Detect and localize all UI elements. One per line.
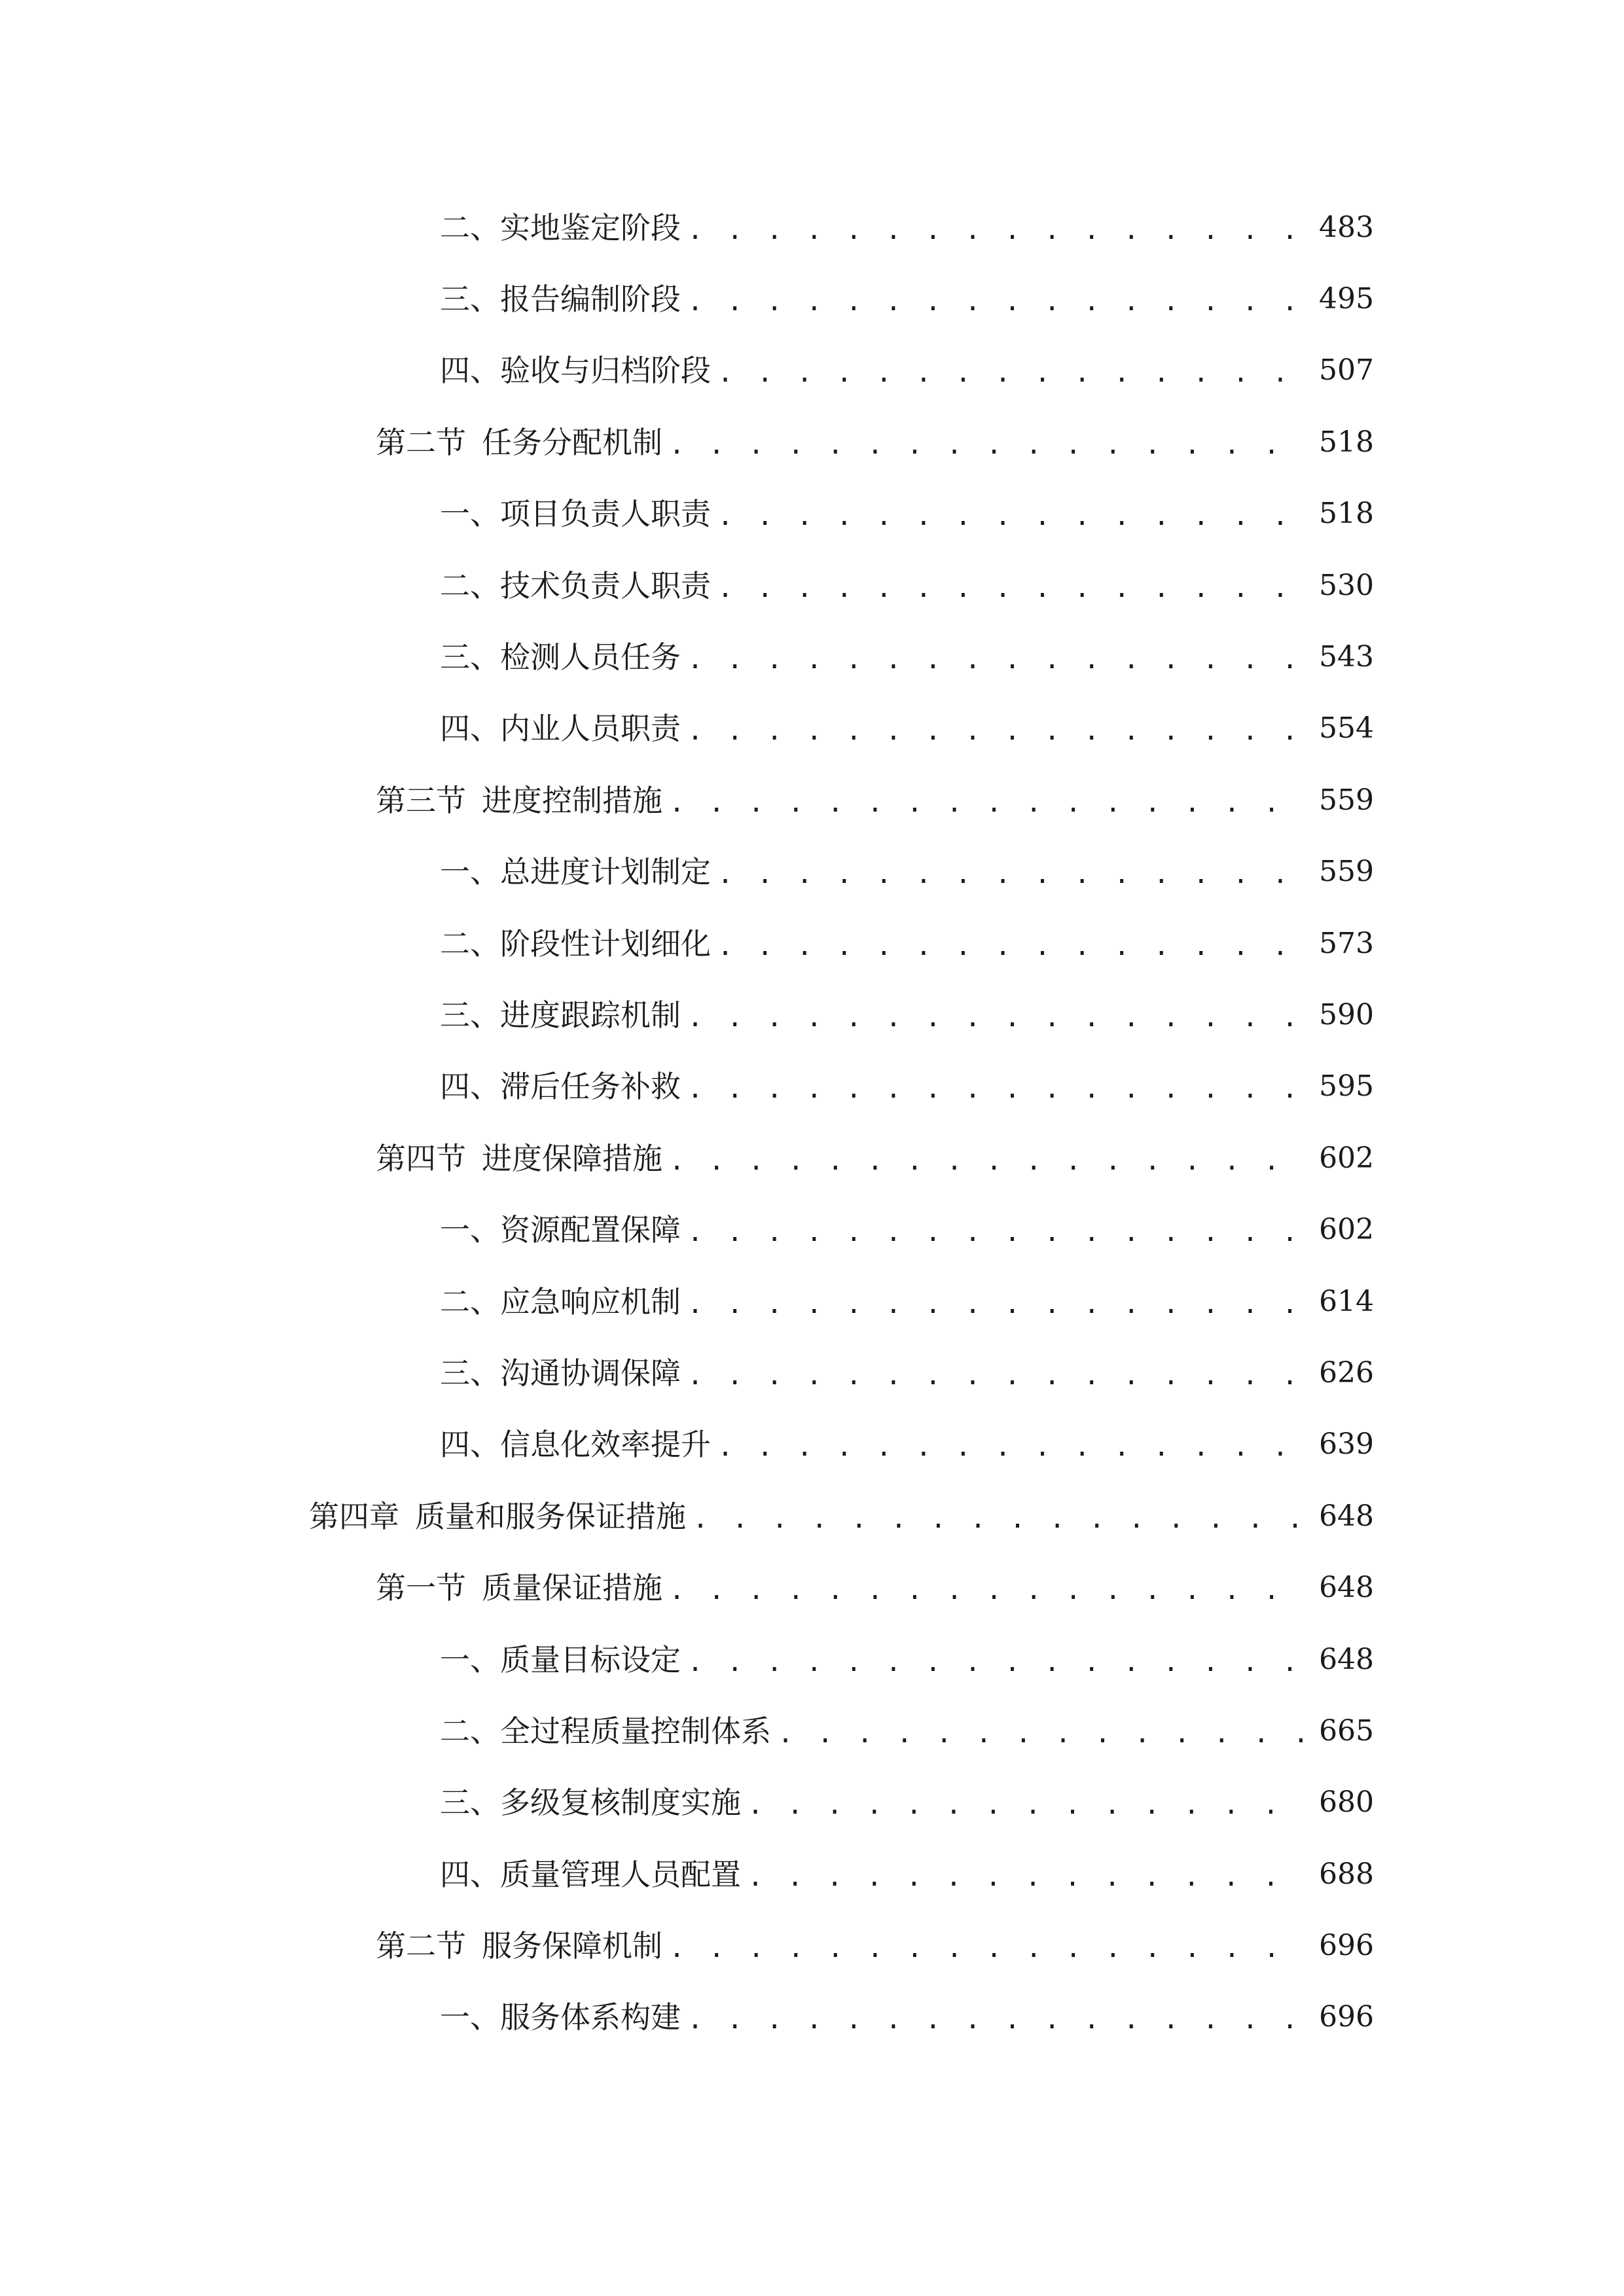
toc-entry[interactable]	[0, 1194, 1624, 1265]
toc-entry-page-number: 696	[1319, 2000, 1374, 2034]
toc-dot-leader	[687, 1291, 1308, 1318]
toc-dot-leader	[669, 1935, 1308, 1962]
toc-entry-title: 进度保障措施	[482, 1140, 662, 1176]
toc-entry[interactable]	[0, 1337, 1624, 1408]
toc-entry-title: 检测人员任务	[500, 639, 681, 675]
toc-entry[interactable]	[0, 1910, 1624, 1981]
toc-entry-number: 四、	[440, 1856, 500, 1892]
toc-dot-leader	[717, 503, 1308, 529]
toc-entry-number: 一、	[440, 496, 500, 532]
toc-entry-page-number: 595	[1319, 1069, 1374, 1103]
toc-entry[interactable]	[0, 1552, 1624, 1623]
toc-dot-leader	[687, 718, 1308, 744]
toc-dot-leader	[717, 933, 1308, 960]
toc-dot-leader	[748, 1792, 1308, 1818]
toc-entry-page-number: 495	[1319, 282, 1374, 316]
toc-entry-page-number: 483	[1319, 210, 1374, 244]
toc-entry-number: 第四节	[376, 1140, 466, 1176]
table-of-contents	[0, 192, 1624, 2053]
toc-entry[interactable]	[0, 1409, 1624, 1480]
toc-entry-page-number: 530	[1319, 568, 1374, 602]
toc-dot-leader	[687, 1076, 1308, 1102]
toc-entry-page-number: 590	[1319, 997, 1374, 1031]
toc-dot-leader	[717, 360, 1308, 386]
toc-dot-leader	[687, 1649, 1308, 1676]
toc-entry-number: 四、	[440, 1069, 500, 1105]
toc-entry-page-number: 680	[1319, 1785, 1374, 1820]
toc-entry[interactable]	[0, 406, 1624, 478]
toc-entry-title: 全过程质量控制体系	[500, 1713, 771, 1749]
toc-entry-page-number: 518	[1319, 497, 1374, 531]
toc-entry[interactable]	[0, 1695, 1624, 1767]
toc-dot-leader	[687, 2007, 1308, 2033]
toc-entry-title: 沟通协调保障	[500, 1355, 681, 1391]
toc-entry-page-number: 559	[1319, 783, 1374, 817]
toc-entry[interactable]	[0, 478, 1624, 550]
toc-entry-title: 多级复核制度实施	[500, 1785, 741, 1821]
toc-entry[interactable]	[0, 836, 1624, 908]
toc-entry-page-number: 543	[1319, 640, 1374, 674]
toc-entry-title: 阶段性计划细化	[500, 925, 711, 961]
toc-entry-title: 服务体系构建	[500, 2000, 681, 2036]
toc-entry[interactable]	[0, 1480, 1624, 1552]
toc-entry[interactable]	[0, 192, 1624, 263]
toc-entry-number: 三、	[440, 997, 500, 1033]
toc-entry[interactable]	[0, 1624, 1624, 1695]
toc-dot-leader	[778, 1721, 1308, 1747]
toc-entry-number: 第二节	[376, 1928, 466, 1964]
toc-entry[interactable]	[0, 764, 1624, 836]
toc-entry-number: 四、	[440, 1427, 500, 1463]
toc-entry-number: 四、	[440, 711, 500, 747]
toc-entry-page-number: 554	[1319, 711, 1374, 745]
toc-entry-page-number: 648	[1319, 1571, 1374, 1605]
toc-dot-leader	[669, 1577, 1308, 1604]
toc-entry-number: 三、	[440, 1785, 500, 1821]
toc-entry[interactable]	[0, 1051, 1624, 1122]
toc-dot-leader	[717, 1434, 1308, 1460]
toc-dot-leader	[693, 1506, 1308, 1532]
toc-entry-page-number: 602	[1319, 1213, 1374, 1247]
toc-entry-page-number: 665	[1319, 1713, 1374, 1748]
toc-entry[interactable]	[0, 550, 1624, 621]
toc-entry-page-number: 559	[1319, 855, 1374, 889]
toc-entry-page-number: 507	[1319, 353, 1374, 387]
toc-entry[interactable]	[0, 263, 1624, 334]
toc-entry-number: 第三节	[376, 782, 466, 818]
toc-dot-leader	[717, 861, 1308, 888]
toc-entry-number: 一、	[440, 1212, 500, 1248]
toc-entry-title: 进度控制措施	[482, 782, 662, 818]
toc-entry-number: 三、	[440, 281, 500, 317]
toc-entry[interactable]	[0, 1266, 1624, 1337]
toc-entry-title: 总进度计划制定	[500, 854, 711, 890]
toc-entry-title: 质量保证措施	[482, 1570, 662, 1606]
toc-dot-leader	[687, 289, 1308, 315]
toc-entry-number: 第一节	[376, 1570, 466, 1606]
toc-entry[interactable]	[0, 621, 1624, 692]
toc-entry-title: 进度跟踪机制	[500, 997, 681, 1033]
toc-entry-number: 三、	[440, 1355, 500, 1391]
toc-entry[interactable]	[0, 1767, 1624, 1839]
toc-entry-number: 第四章	[309, 1498, 399, 1534]
toc-entry-title: 信息化效率提升	[500, 1427, 711, 1463]
toc-entry-page-number: 696	[1319, 1929, 1374, 1963]
toc-entry[interactable]	[0, 693, 1624, 764]
toc-entry[interactable]	[0, 1839, 1624, 1910]
toc-entry-title: 质量目标设定	[500, 1641, 681, 1677]
toc-entry-title: 资源配置保障	[500, 1212, 681, 1248]
toc-entry-number: 二、	[440, 1713, 500, 1749]
toc-entry-number: 一、	[440, 1641, 500, 1677]
toc-dot-leader	[687, 217, 1308, 243]
toc-entry-page-number: 648	[1319, 1499, 1374, 1533]
toc-entry-title: 项目负责人职责	[500, 496, 711, 532]
toc-entry-number: 三、	[440, 639, 500, 675]
toc-dot-leader	[669, 790, 1308, 816]
toc-dot-leader	[669, 432, 1308, 458]
toc-entry-title: 滞后任务补救	[500, 1069, 681, 1105]
toc-entry-title: 验收与归档阶段	[500, 353, 711, 389]
toc-entry-page-number: 518	[1319, 425, 1374, 459]
toc-entry[interactable]	[0, 335, 1624, 406]
toc-entry-title: 内业人员职责	[500, 711, 681, 747]
toc-entry-number: 二、	[440, 1283, 500, 1319]
toc-entry-title: 技术负责人职责	[500, 567, 711, 603]
toc-dot-leader	[687, 1363, 1308, 1389]
toc-entry-page-number: 639	[1319, 1427, 1374, 1462]
toc-entry[interactable]	[0, 1982, 1624, 2053]
toc-dot-leader	[687, 1005, 1308, 1031]
toc-dot-leader	[687, 647, 1308, 673]
toc-entry-page-number: 602	[1319, 1141, 1374, 1175]
toc-entry-title: 任务分配机制	[482, 424, 662, 460]
toc-entry-title: 质量管理人员配置	[500, 1856, 741, 1892]
toc-entry-page-number: 573	[1319, 926, 1374, 960]
toc-entry-title: 服务保障机制	[482, 1928, 662, 1964]
toc-entry-number: 二、	[440, 209, 500, 245]
toc-entry-page-number: 648	[1319, 1642, 1374, 1676]
toc-entry-number: 一、	[440, 2000, 500, 2036]
toc-entry-page-number: 614	[1319, 1284, 1374, 1318]
toc-entry-number: 四、	[440, 353, 500, 389]
toc-entry[interactable]	[0, 908, 1624, 979]
toc-entry-page-number: 626	[1319, 1355, 1374, 1390]
toc-entry-page-number: 688	[1319, 1857, 1374, 1891]
toc-entry[interactable]	[0, 979, 1624, 1050]
toc-entry[interactable]	[0, 1122, 1624, 1194]
toc-dot-leader	[717, 575, 1308, 601]
toc-dot-leader	[748, 1864, 1308, 1890]
toc-entry-title: 质量和服务保证措施	[415, 1498, 686, 1534]
toc-entry-number: 第二节	[376, 424, 466, 460]
toc-entry-number: 二、	[440, 567, 500, 603]
toc-dot-leader	[687, 1219, 1308, 1246]
toc-entry-number: 一、	[440, 854, 500, 890]
toc-entry-title: 报告编制阶段	[500, 281, 681, 317]
toc-entry-number: 二、	[440, 925, 500, 961]
toc-dot-leader	[669, 1148, 1308, 1174]
toc-entry-title: 实地鉴定阶段	[500, 209, 681, 245]
toc-entry-title: 应急响应机制	[500, 1283, 681, 1319]
